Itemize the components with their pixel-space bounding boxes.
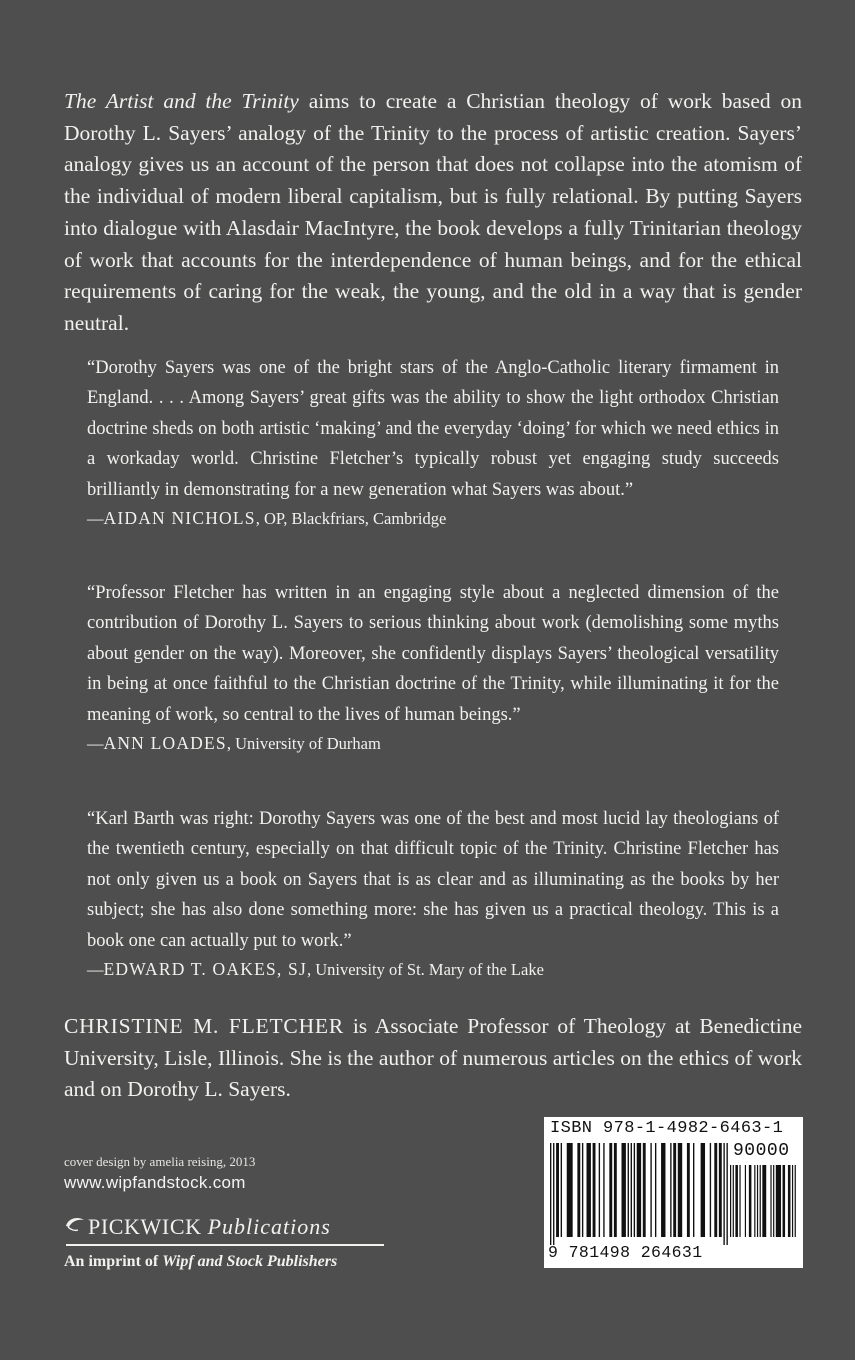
barcode-bar [655, 1143, 656, 1237]
barcode-bar [643, 1143, 646, 1237]
quill-swash-icon [64, 1214, 86, 1234]
endorsement-loades [87, 578, 779, 757]
barcode-bar [762, 1165, 766, 1237]
barcode-bar [754, 1165, 755, 1237]
barcode-bar [745, 1165, 746, 1237]
isbn-label: ISBN 978-1-4982-6463-1 [550, 1119, 784, 1138]
barcode-bar [770, 1165, 771, 1237]
endorser-name: EDWARD T. OAKES, SJ [103, 959, 307, 980]
barcode-bar [723, 1143, 724, 1245]
author-name: CHRISTINE M. FLETCHER [64, 1014, 344, 1038]
author-bio [64, 1011, 802, 1106]
barcode-bar [773, 1165, 774, 1237]
barcode-bar [714, 1143, 717, 1237]
book-description-text: aims to create a Christian theology of work based on Dorothy L. Sayers’ analogy of the Trinity to the process of artistic creation. Sayers’ analogy gives us an account of the person that does not collapse into the atomism of the individual of modern liberal capitalism, but is fully relational. By putting Sayers into dialogue with Alasdair MacIntyre, the book develops a fully Trinitarian theology of work that accounts for the interdependence of human beings, and for the ethical requirements of caring for the weak, the young, and the old in a way that is gender neutral. [64, 89, 803, 335]
endorsement-quote: “Professor Fletcher has written in an engaging style about a neglected dimension of the contribution of Dorothy L. Sayers to serious thinking about work (demolishing some myths about gender on the way). Moreover, she confidently displays Sayers’ theological versatility in being at once faithful to the Christian doctrine of the Trinity, while illuminating it for the meaning of work, so central to the lives of human beings.” [87, 583, 779, 725]
barcode-bar [730, 1165, 731, 1237]
barcode-bar [776, 1165, 781, 1237]
barcode-bar [637, 1143, 641, 1237]
barcode-bar [603, 1143, 604, 1237]
publisher-rule [66, 1244, 384, 1246]
cover-design-credit: cover design by amelia reising, 2013 [64, 1154, 256, 1169]
publisher-name-line [64, 1214, 394, 1240]
barcode-bar [634, 1143, 635, 1237]
publisher-name: PICKWICK [88, 1214, 202, 1239]
barcode-bar [628, 1143, 629, 1237]
barcode-bar [650, 1143, 651, 1237]
endorsement-attribution: —EDWARD T. OAKES, SJ, University of St. Mary of the Lake [87, 959, 544, 980]
barcode-bar [567, 1143, 573, 1237]
barcode-bar [733, 1165, 734, 1237]
barcode-bar [614, 1143, 617, 1237]
barcode-bar [687, 1143, 690, 1237]
barcode-bar [587, 1143, 591, 1237]
endorsement-quote: “Karl Barth was right: Dorothy Sayers was one of the best and most lucid lay theologians of the twentieth century, especially on that difficult topic of the Trinity. Christine Fletcher has not only given us a book on Sayers that is as clear and as illuminating as the books by her subject; she has also done something more: she has given us a practical theology. This is a book one can actually put to work.” [87, 809, 779, 951]
barcode-bar [661, 1143, 665, 1237]
barcode-bar [760, 1165, 761, 1237]
endorsement-oakes [87, 804, 779, 983]
barcode-bar [735, 1165, 738, 1237]
imprint-name: Wipf and Stock Publishers [162, 1252, 338, 1270]
barcode-bar [792, 1165, 793, 1237]
barcode-bar [726, 1143, 727, 1245]
barcode-bar [622, 1143, 626, 1237]
barcode-bar [693, 1143, 694, 1237]
barcode-bar [553, 1143, 554, 1245]
endorser-name: AIDAN NICHOLS [103, 508, 256, 529]
barcode-bar [582, 1143, 583, 1237]
isbn-barcode [544, 1117, 803, 1268]
barcode-bar [757, 1165, 758, 1237]
addon-bars [730, 1165, 796, 1245]
barcode-bar [556, 1143, 559, 1237]
barcode-bar [739, 1165, 740, 1237]
barcode-bar [678, 1143, 682, 1237]
publisher-logo [64, 1214, 394, 1272]
ean-digits: 9 781498 264631 [548, 1243, 703, 1262]
endorser-name: ANN LOADES [103, 733, 227, 754]
endorser-affiliation: , OP, Blackfriars, Cambridge [255, 509, 447, 529]
barcode-bar [719, 1143, 722, 1237]
endorsement-attribution: —AIDAN NICHOLS, OP, Blackfriars, Cambridge [87, 508, 447, 529]
barcode-bar [631, 1143, 632, 1237]
author-bio-text: is Associate Professor of Theology at Benedictine University, Lisle, Illinois. She is the author of numerous articles on the ethics of work and on Dorothy L. Sayers. [64, 1014, 802, 1102]
barcode-bar [710, 1143, 711, 1237]
barcode-bar [701, 1143, 705, 1237]
barcode-bar [609, 1143, 612, 1237]
barcode-bar [599, 1143, 600, 1237]
barcode-bar [561, 1143, 562, 1237]
barcode-bar [788, 1165, 791, 1237]
endorser-affiliation: , University of St. Mary of the Lake [306, 960, 544, 980]
barcode-bar [749, 1165, 752, 1237]
publisher-name-italic: Publications [207, 1214, 331, 1239]
endorser-affiliation: , University of Durham [226, 734, 381, 754]
endorsement-nichols [87, 353, 779, 532]
barcode-bar [795, 1165, 796, 1237]
endorsement-quote: “Dorothy Sayers was one of the bright stars of the Anglo-Catholic literary firmament in England. . . . Among Sayers’ great gifts was the ability to show the light orthodox Christian doctrine sheds on both artistic ‘making’ and the everyday ‘doing’ for which we need ethics in a workaday world. Christine Fletcher’s typically robust yet engaging study succeeds brilliantly in demonstrating for a new generation what Sayers was about.” [87, 358, 779, 500]
endorsement-attribution: —ANN LOADES, University of Durham [87, 733, 381, 754]
barcode-bar [783, 1165, 786, 1237]
ean13-bars [550, 1143, 728, 1245]
barcode-bar [670, 1143, 671, 1237]
barcode-bar [550, 1143, 551, 1245]
addon-digits: 90000 [733, 1141, 790, 1161]
barcode-bar [593, 1143, 596, 1237]
imprint-line: An imprint of Wipf and Stock Publishers [64, 1252, 338, 1270]
book-title-italic: The Artist and the Trinity [64, 89, 299, 113]
barcode-bar [577, 1143, 580, 1237]
barcode-bar [673, 1143, 676, 1237]
book-description [64, 86, 802, 340]
publisher-website-link[interactable]: www.wipfandstock.com [64, 1173, 246, 1192]
